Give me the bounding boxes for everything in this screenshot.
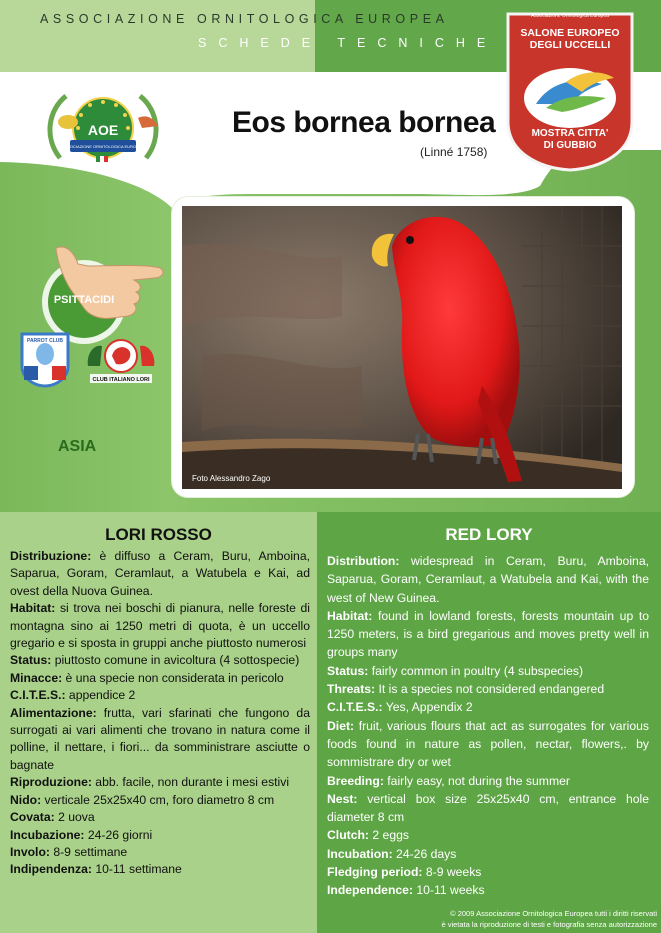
en-field-fledging: Fledging period: 8-9 weeks bbox=[327, 865, 482, 880]
badge-mostra bbox=[514, 128, 626, 152]
footer-copyright: © 2009 Associazione Ornitologica Europea tutti i diritti riservati bbox=[450, 909, 657, 918]
parrot-club-logo bbox=[18, 330, 72, 388]
it-field-habitat: Habitat: si trova nei boschi di pianura, nelle foreste di montagna sino ai 1250 metri di quota, è un uccello gregario e si sposta in gruppi anche piuttosto numerosi bbox=[10, 601, 310, 651]
it-field-cites: C.I.T.E.S.: appendice 2 bbox=[10, 688, 136, 703]
parrot-club-text: PARROT CLUB bbox=[26, 338, 64, 344]
lori-club-text: CLUB ITALIANO LORI bbox=[92, 377, 150, 383]
badge-line4: DI GUBBIO bbox=[543, 140, 597, 151]
it-field-status: Status: piuttosto comune in avicoltura (4 sottospecie) bbox=[10, 653, 300, 668]
badge-salone bbox=[514, 27, 626, 51]
species-name: Eos bornea bornea bbox=[232, 106, 496, 139]
italian-title: LORI ROSSO bbox=[105, 525, 212, 544]
badge-org: Associazione Ornitologica Europea bbox=[531, 13, 609, 19]
en-field-clutch: Clutch: 2 eggs bbox=[327, 828, 409, 843]
en-field-diet: Diet: fruit, various flours that act as surrogates for various foods found in nature as pollen, nectar, flowers,. by sommistrare dry or wet bbox=[327, 718, 649, 770]
header-association-name: ASSOCIAZIONE ORNITOLOGICA EUROPEA bbox=[40, 12, 449, 26]
it-field-nest: Nido: verticale 25x25x40 cm, foro diametro 8 cm bbox=[10, 792, 275, 807]
it-field-clutch: Covata: 2 uova bbox=[10, 810, 95, 825]
footer-notice: è vietata la riproduzione di testi e fotografia senza autorizzazione bbox=[441, 920, 657, 929]
badge-line3: MOSTRA CITTA' bbox=[531, 128, 609, 139]
header-subtitle: SCHEDE TECNICHE bbox=[198, 36, 498, 50]
en-field-status: Status: fairly common in poultry (4 subspecies) bbox=[327, 663, 584, 678]
aoe-logo bbox=[42, 88, 164, 174]
en-field-threats: Threats: It is a species not considered endangered bbox=[327, 682, 605, 697]
en-field-incubation: Incubation: 24-26 days bbox=[327, 846, 457, 861]
it-field-diet: Alimentazione: frutta, vari sfarinati che fungono da surrogati ai vari alimenti che trovano in natura come il polline, il nettare, i fiori... da somministrare asciutte o bagnate bbox=[10, 705, 310, 772]
en-field-breeding: Breeding: fairly easy, not during the summer bbox=[327, 773, 570, 788]
region-label: ASIA bbox=[58, 438, 97, 455]
species-author: (Linné 1758) bbox=[420, 145, 488, 159]
english-title: RED LORY bbox=[445, 525, 533, 544]
aoe-logo-text: AOE bbox=[87, 122, 119, 138]
en-field-distribution: Distribution: widespread in Ceram, Buru, Amboina, Saparua, Goram, Ceramlaut, a Watubela and Kai, with the west of New Guinea. bbox=[327, 554, 649, 605]
english-fields bbox=[327, 552, 649, 900]
en-field-cites: C.I.T.E.S.: Yes, Appendix 2 bbox=[327, 700, 473, 715]
badge-line2: DEGLI UCCELLI bbox=[529, 39, 611, 51]
category-label: PSITTACIDI bbox=[53, 294, 115, 306]
it-field-fledging: Involo: 8-9 settimane bbox=[10, 844, 128, 859]
en-field-habitat: Habitat: found in lowland forests, forests mountain up to 1250 meters, is a bird gregarious and moves pretty well in groups many bbox=[327, 608, 649, 660]
aoe-logo-subtext: ASSOCIAZIONE ORNITOLOGICA EUROPEA bbox=[61, 144, 145, 149]
red-lory-photo bbox=[182, 206, 622, 489]
it-field-independence: Indipendenza: 10-11 settimane bbox=[10, 862, 182, 877]
club-italiano-lori-logo bbox=[82, 336, 160, 390]
badge-line1: SALONE EUROPEO bbox=[520, 27, 620, 39]
it-field-threats: Minacce: è una specie non considerata in pericolo bbox=[10, 670, 284, 685]
photo-credit: Foto Alessandro Zago bbox=[192, 474, 271, 483]
italian-fields bbox=[10, 548, 310, 879]
it-field-breeding: Riproduzione: abb. facile, non durante i mesi estivi bbox=[10, 775, 290, 790]
en-field-nest: Nest: vertical box size 25x25x40 cm, entrance hole diameter 8 cm bbox=[327, 791, 649, 825]
it-field-incubation: Incubazione: 24-26 giorni bbox=[10, 827, 153, 842]
it-field-distribution: Distribuzione: è diffuso a Ceram, Buru, Amboina, Saparua, Goram, Ceramlaut, a Watubela e Kai, ad ovest della Nuova Guinea. bbox=[10, 549, 310, 598]
en-field-independence: Independence: 10-11 weeks bbox=[327, 883, 485, 898]
